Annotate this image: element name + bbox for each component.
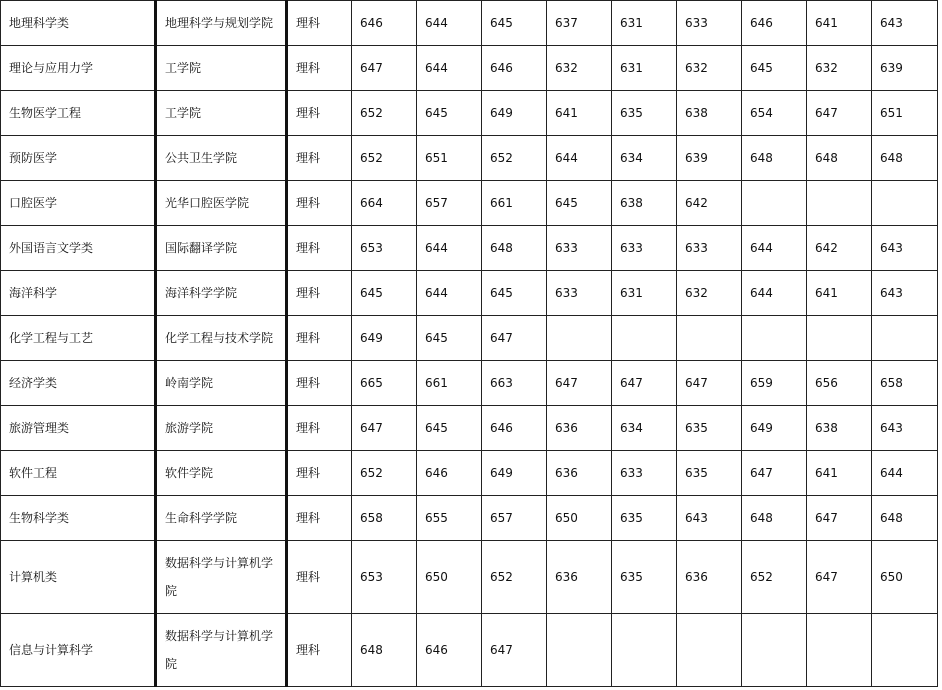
- category-cell: 理科: [287, 136, 352, 181]
- score-cell: 650: [547, 496, 612, 541]
- college-cell: 数据科学与计算机学院: [156, 541, 287, 614]
- table-row: [1, 1, 938, 46]
- score-cell: 653: [352, 541, 417, 614]
- major-cell: 软件工程: [1, 451, 156, 496]
- score-cell: 649: [352, 316, 417, 361]
- category-cell: 理科: [287, 451, 352, 496]
- score-cell: [547, 316, 612, 361]
- score-cell: 650: [417, 541, 482, 614]
- score-cell: 638: [807, 406, 872, 451]
- category-cell: 理科: [287, 271, 352, 316]
- score-cell: 652: [352, 91, 417, 136]
- score-cell: 652: [352, 451, 417, 496]
- score-cell: 656: [807, 361, 872, 406]
- score-cell: 648: [352, 614, 417, 687]
- table-row: [1, 496, 938, 541]
- score-cell: 631: [612, 1, 677, 46]
- score-cell: 646: [352, 1, 417, 46]
- score-cell: 652: [482, 136, 547, 181]
- score-cell: 651: [872, 91, 938, 136]
- major-cell: 经济学类: [1, 361, 156, 406]
- college-cell: 数据科学与计算机学院: [156, 614, 287, 687]
- college-cell: 工学院: [156, 46, 287, 91]
- score-cell: 647: [612, 361, 677, 406]
- score-cell: [742, 316, 807, 361]
- score-cell: 645: [482, 271, 547, 316]
- category-cell: 理科: [287, 406, 352, 451]
- score-cell: 645: [742, 46, 807, 91]
- college-cell: 公共卫生学院: [156, 136, 287, 181]
- category-cell: 理科: [287, 541, 352, 614]
- score-cell: 636: [547, 406, 612, 451]
- category-cell: 理科: [287, 46, 352, 91]
- score-cell: 649: [742, 406, 807, 451]
- score-cell: 664: [352, 181, 417, 226]
- major-cell: 化学工程与工艺: [1, 316, 156, 361]
- score-cell: 631: [612, 46, 677, 91]
- score-cell: 647: [807, 541, 872, 614]
- score-cell: 653: [352, 226, 417, 271]
- score-cell: [872, 181, 938, 226]
- score-cell: 648: [872, 496, 938, 541]
- score-cell: 634: [612, 136, 677, 181]
- college-cell: 软件学院: [156, 451, 287, 496]
- score-cell: [807, 614, 872, 687]
- category-cell: 理科: [287, 316, 352, 361]
- score-cell: 633: [612, 451, 677, 496]
- score-cell: 650: [872, 541, 938, 614]
- score-cell: 665: [352, 361, 417, 406]
- table-body: [1, 1, 938, 687]
- score-cell: [872, 614, 938, 687]
- category-cell: 理科: [287, 226, 352, 271]
- score-cell: 644: [417, 271, 482, 316]
- score-cell: 641: [807, 1, 872, 46]
- college-cell: 生命科学学院: [156, 496, 287, 541]
- score-cell: 639: [677, 136, 742, 181]
- score-cell: 635: [677, 451, 742, 496]
- score-cell: 644: [742, 226, 807, 271]
- score-cell: 647: [352, 46, 417, 91]
- score-cell: 649: [482, 91, 547, 136]
- score-cell: 649: [482, 451, 547, 496]
- table-row: [1, 181, 938, 226]
- score-cell: 643: [872, 271, 938, 316]
- college-cell: 地理科学与规划学院: [156, 1, 287, 46]
- major-cell: 生物科学类: [1, 496, 156, 541]
- table-row: [1, 226, 938, 271]
- major-cell: 生物医学工程: [1, 91, 156, 136]
- score-cell: 644: [417, 46, 482, 91]
- major-cell: 计算机类: [1, 541, 156, 614]
- score-cell: 644: [547, 136, 612, 181]
- table-row: [1, 406, 938, 451]
- score-cell: [742, 181, 807, 226]
- score-cell: 648: [742, 136, 807, 181]
- score-cell: 644: [742, 271, 807, 316]
- table-row: [1, 614, 938, 687]
- score-cell: 651: [417, 136, 482, 181]
- score-cell: 632: [807, 46, 872, 91]
- score-cell: 659: [742, 361, 807, 406]
- score-cell: [612, 614, 677, 687]
- score-cell: 643: [872, 406, 938, 451]
- score-cell: 663: [482, 361, 547, 406]
- table-row: [1, 541, 938, 614]
- score-cell: 647: [352, 406, 417, 451]
- college-cell: 岭南学院: [156, 361, 287, 406]
- score-cell: 657: [417, 181, 482, 226]
- score-cell: 647: [807, 91, 872, 136]
- score-cell: 635: [612, 541, 677, 614]
- table-row: [1, 271, 938, 316]
- score-cell: 633: [677, 1, 742, 46]
- score-cell: 635: [612, 91, 677, 136]
- major-cell: 预防医学: [1, 136, 156, 181]
- score-cell: 635: [677, 406, 742, 451]
- score-cell: 652: [482, 541, 547, 614]
- category-cell: 理科: [287, 1, 352, 46]
- score-cell: 637: [547, 1, 612, 46]
- category-cell: 理科: [287, 496, 352, 541]
- score-cell: 661: [482, 181, 547, 226]
- score-cell: 632: [547, 46, 612, 91]
- score-cell: [742, 614, 807, 687]
- score-cell: 648: [872, 136, 938, 181]
- table-row: [1, 451, 938, 496]
- score-cell: 643: [677, 496, 742, 541]
- college-cell: 国际翻译学院: [156, 226, 287, 271]
- score-cell: 655: [417, 496, 482, 541]
- score-cell: 633: [677, 226, 742, 271]
- college-cell: 光华口腔医学院: [156, 181, 287, 226]
- score-cell: 645: [482, 1, 547, 46]
- score-cell: [547, 614, 612, 687]
- score-cell: 631: [612, 271, 677, 316]
- score-cell: 658: [872, 361, 938, 406]
- score-cell: 647: [547, 361, 612, 406]
- table-row: [1, 136, 938, 181]
- category-cell: 理科: [287, 91, 352, 136]
- score-cell: 633: [612, 226, 677, 271]
- score-cell: 643: [872, 1, 938, 46]
- table-row: [1, 46, 938, 91]
- major-cell: 旅游管理类: [1, 406, 156, 451]
- score-cell: 647: [742, 451, 807, 496]
- score-cell: 645: [417, 91, 482, 136]
- score-cell: 658: [352, 496, 417, 541]
- score-cell: [677, 316, 742, 361]
- score-cell: 641: [807, 271, 872, 316]
- score-cell: 645: [417, 406, 482, 451]
- major-cell: 海洋科学: [1, 271, 156, 316]
- score-cell: [807, 316, 872, 361]
- score-cell: 644: [872, 451, 938, 496]
- score-cell: 645: [547, 181, 612, 226]
- score-cell: 636: [677, 541, 742, 614]
- college-cell: 化学工程与技术学院: [156, 316, 287, 361]
- score-cell: 638: [612, 181, 677, 226]
- score-cell: 634: [612, 406, 677, 451]
- score-cell: [612, 316, 677, 361]
- major-cell: 地理科学类: [1, 1, 156, 46]
- major-cell: 理论与应用力学: [1, 46, 156, 91]
- score-cell: 661: [417, 361, 482, 406]
- score-cell: 641: [547, 91, 612, 136]
- score-cell: 645: [352, 271, 417, 316]
- score-cell: 646: [482, 46, 547, 91]
- category-cell: 理科: [287, 614, 352, 687]
- score-cell: 642: [807, 226, 872, 271]
- category-cell: 理科: [287, 361, 352, 406]
- score-cell: 641: [807, 451, 872, 496]
- score-cell: [872, 316, 938, 361]
- score-cell: 654: [742, 91, 807, 136]
- score-cell: 652: [352, 136, 417, 181]
- major-cell: 口腔医学: [1, 181, 156, 226]
- score-cell: 638: [677, 91, 742, 136]
- score-cell: 645: [417, 316, 482, 361]
- score-cell: 647: [807, 496, 872, 541]
- table-row: [1, 91, 938, 136]
- score-cell: 652: [742, 541, 807, 614]
- score-cell: 657: [482, 496, 547, 541]
- score-cell: [807, 181, 872, 226]
- score-cell: 646: [417, 451, 482, 496]
- major-cell: 外国语言文学类: [1, 226, 156, 271]
- score-cell: 646: [742, 1, 807, 46]
- score-cell: 633: [547, 226, 612, 271]
- score-cell: 647: [482, 614, 547, 687]
- score-cell: 646: [482, 406, 547, 451]
- score-cell: 636: [547, 451, 612, 496]
- score-cell: 646: [417, 614, 482, 687]
- table-row: [1, 316, 938, 361]
- score-cell: 643: [872, 226, 938, 271]
- college-cell: 工学院: [156, 91, 287, 136]
- score-cell: 644: [417, 1, 482, 46]
- category-cell: 理科: [287, 181, 352, 226]
- table-row: [1, 361, 938, 406]
- score-cell: 648: [482, 226, 547, 271]
- score-cell: 633: [547, 271, 612, 316]
- score-cell: 636: [547, 541, 612, 614]
- score-cell: 635: [612, 496, 677, 541]
- college-cell: 海洋科学学院: [156, 271, 287, 316]
- college-cell: 旅游学院: [156, 406, 287, 451]
- score-cell: 632: [677, 46, 742, 91]
- score-cell: 647: [482, 316, 547, 361]
- score-cell: 644: [417, 226, 482, 271]
- score-cell: 648: [742, 496, 807, 541]
- score-cell: [677, 614, 742, 687]
- major-cell: 信息与计算科学: [1, 614, 156, 687]
- score-cell: 648: [807, 136, 872, 181]
- score-cell: 639: [872, 46, 938, 91]
- score-cell: 642: [677, 181, 742, 226]
- score-cell: 647: [677, 361, 742, 406]
- score-cell: 632: [677, 271, 742, 316]
